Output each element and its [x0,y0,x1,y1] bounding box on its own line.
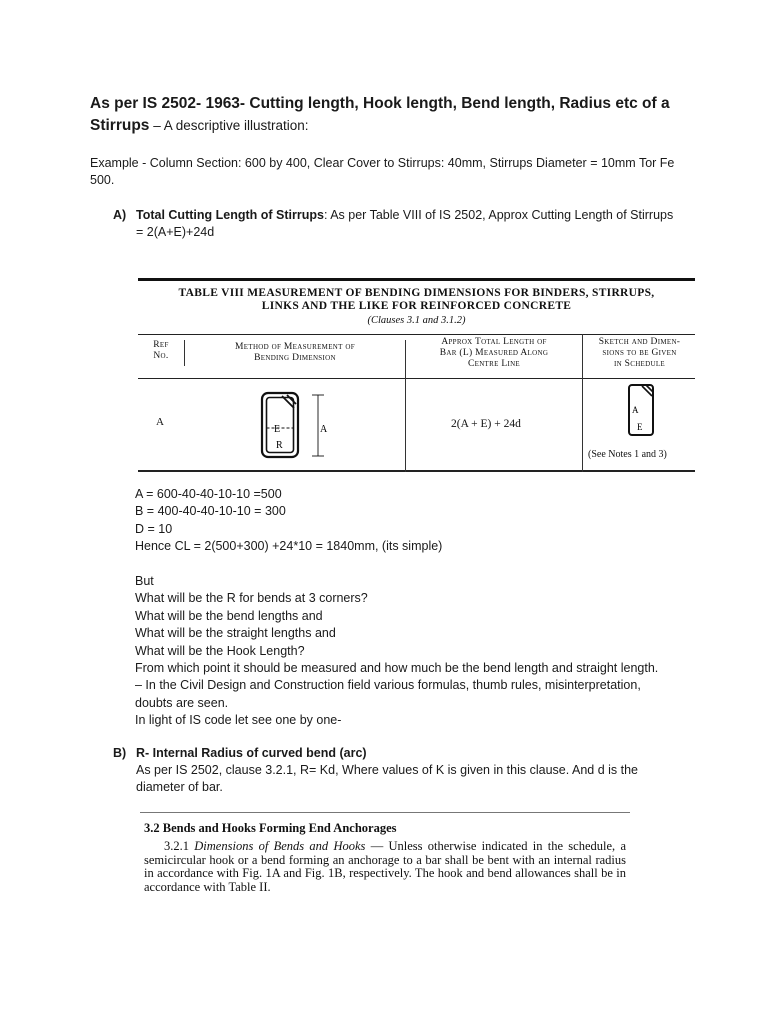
calc-line-cl: Hence CL = 2(500+300) +24*10 = 1840mm, (its simple) [135,539,443,554]
title-rest: – A descriptive illustration: [149,118,309,133]
section-a-label: A) [113,208,127,222]
diagram-label-a: A [320,424,328,435]
clause-body: — Unless otherwise indicated in the schedule, a semicircular hook or a bend forming an anchorage to a bar shall be bent with an internal radius in accordance with Fig. 1A and Fig. 1B, respectively. The hook and bend allowances shall be in accordance with Table II. [144,839,626,894]
section-b-heading: R- Internal Radius of curved bend (arc) [136,746,367,760]
example-paragraph: Example - Column Section: 600 by 400, Clear Cover to Stirrups: 40mm, Stirrups Diameter = 10mm Tor Fe 500. [90,156,675,187]
header-method-line2: Bending Dimension [254,353,336,363]
page-title [90,93,690,137]
note-doubts: doubts are seen. [135,695,229,710]
section-b-label: B) [113,746,127,760]
header-sketch-line3: in Schedule [613,359,665,369]
clause-heading: 3.2 Bends and Hooks Forming End Anchorages [144,821,397,835]
header-method-line1: Method of Measurement of [235,342,355,352]
header-length-line2: Bar (L) Measured Along [439,348,549,358]
clause-text [144,840,626,894]
calc-line-d: D = 10 [135,521,173,536]
row-notes: (See Notes 1 and 3) [588,449,667,460]
sketch-hook-1 [642,386,652,396]
section-b-text-2: diameter of bar. [136,780,223,794]
diagram-label-r: R [276,440,283,451]
header-length [408,337,580,370]
diagram-label-e: E [274,424,281,435]
row-ref: A [156,416,164,428]
note-civil-field: – In the Civil Design and Construction field various formulas, thumb rules, misinterpretation, [135,678,641,693]
table-clauses: (Clauses 3.1 and 3.1.2) [367,315,466,326]
header-sketch [584,337,695,370]
header-ref-line2: No. [153,351,169,361]
row-formula: 2(A + E) + 24d [451,418,521,430]
table-title-line1: TABLE VIII MEASUREMENT OF BENDING DIMENSIONS FOR BINDERS, STIRRUPS, [178,287,655,299]
sketch-label-a: A [632,405,639,415]
section-a-heading: Total Cutting Length of Stirrups [136,208,324,222]
clause-top-rule [140,812,630,813]
table-col-divider-2 [405,340,406,472]
header-sketch-line1: Sketch and Dimen- [598,337,681,347]
table-col-divider-3 [582,334,583,472]
note-is-code: In light of IS code let see one by one- [135,713,342,728]
table-title-line2: LINKS AND THE LIKE FOR REINFORCED CONCRETE [261,300,572,312]
table-bottom-line [138,470,695,472]
section-a [113,207,683,241]
header-length-line3: Centre Line [467,359,521,369]
calc-line-b: B = 400-40-40-10-10 = 300 [135,504,286,519]
stirrup-sketch-diagram [626,382,656,438]
section-a-text: : As per Table VIII of IS 2502, Approx Cutting Length of Stirrups = 2(A+E)+24d [136,208,674,239]
calc-line-blank [135,556,695,573]
question-straight-lengths: What will be the straight lengths and [135,626,336,641]
clause-italic-title: Dimensions of Bends and Hooks [194,839,366,853]
calculation-block [135,486,695,730]
question-hook-length: What will be the Hook Length? [135,643,305,658]
question-r: What will be the R for bends at 3 corners? [135,591,368,606]
table-col-divider-1 [184,340,185,366]
table-header-bottom-line [138,378,695,379]
sketch-label-e: E [637,422,643,432]
calc-line-a: A = 600-40-40-10-10 =500 [135,487,282,501]
clause-3-2-scan [140,812,630,912]
table-header-top-line [138,334,695,335]
header-sketch-line2: sions to be Given [602,348,677,358]
header-method [188,342,402,364]
table-viii-scan [138,278,695,473]
header-ref [138,340,184,362]
calc-line-but: But [135,574,154,589]
stirrup-method-diagram [258,390,338,462]
table-title [138,287,695,313]
question-measure-point: From which point it should be measured and how much be the bend length and straight length. [135,661,659,676]
clause-number: 3.2.1 [164,839,195,853]
section-b-text-1: As per IS 2502, clause 3.2.1, R= Kd, Where values of K is given in this clause. And d is the [136,763,639,777]
header-ref-line1: Ref [153,340,169,350]
title-bold: As per IS 2502- 1963- Cutting length, Hook length, Bend length, Radius etc of a Stirrups [90,95,670,134]
table-top-rule [138,278,695,281]
question-bend-lengths: What will be the bend lengths and [135,608,323,623]
header-length-line1: Approx Total Length of [441,337,547,347]
section-b [113,745,683,796]
